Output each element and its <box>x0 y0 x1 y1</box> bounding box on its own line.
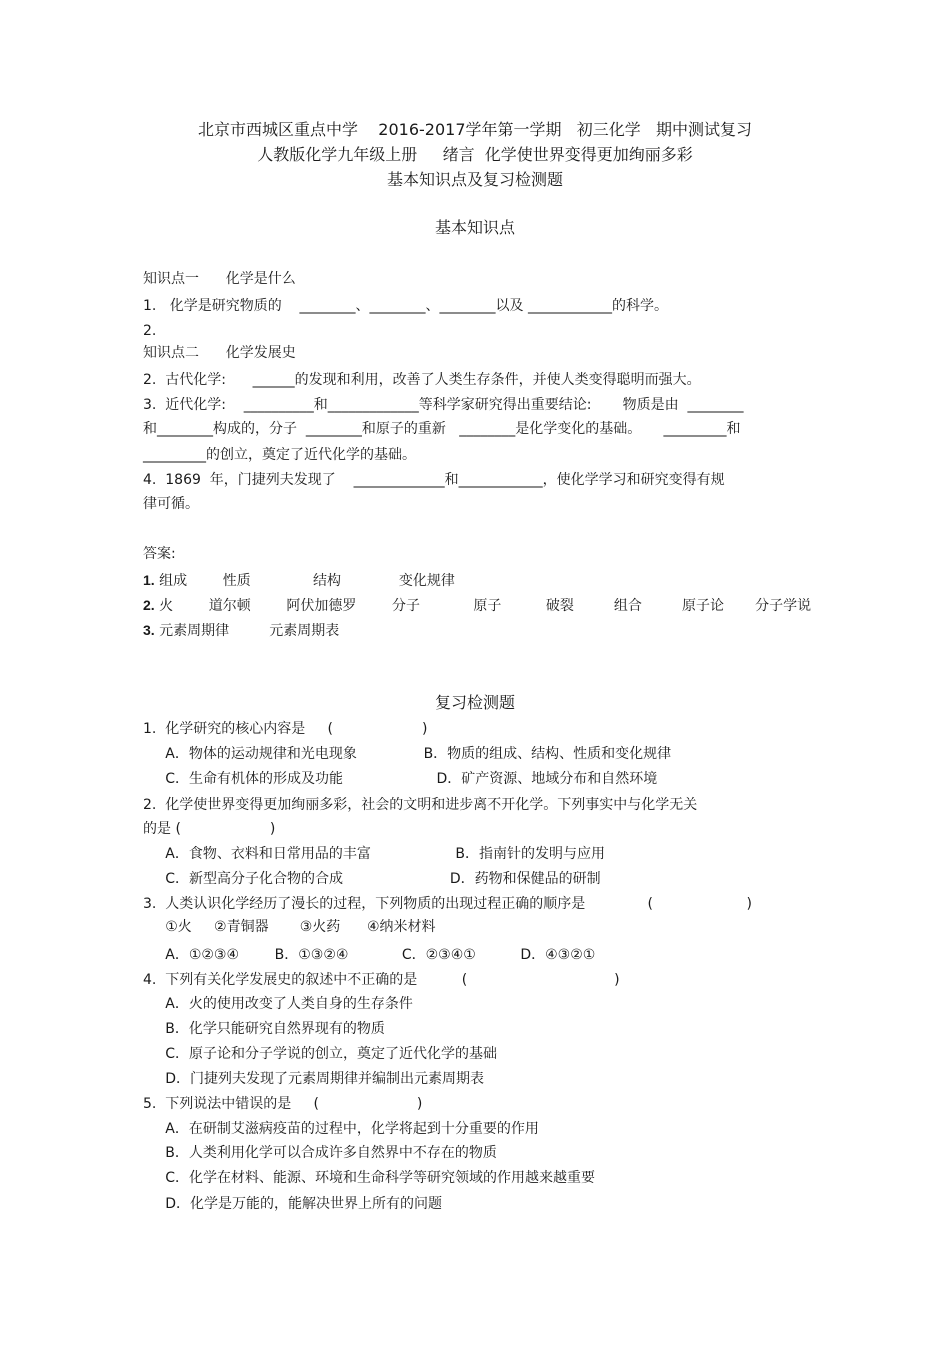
review-question-5-option-d: D．化学是万能的，能解决世界上所有的问题 <box>143 1196 443 1212</box>
answer-1-text: 组成 性质 结构 变化规律 <box>154 573 455 589</box>
review-question-2-options-cd: C．新型高分子化合物的合成 D．药物和保健品的研制 <box>143 871 601 887</box>
answer-1 <box>143 571 455 590</box>
review-question-2-line-2: 的是 ( ) <box>143 821 276 837</box>
title-line-3: 基本知识点及复习检测题 <box>386 170 563 189</box>
review-question-1: 1. 化学研究的核心内容是 ( ) <box>143 721 428 737</box>
answer-3-text: 元素周期律 元素周期表 <box>154 623 340 639</box>
answer-1-number: 1. <box>143 572 155 588</box>
knowledge-point-2-title: 知识点二 化学发展史 <box>143 345 296 361</box>
review-question-1-options-ab: A．物体的运动规律和光电现象 B．物质的组成、结构、性质和变化规律 <box>143 746 672 762</box>
review-question-4-option-b: B．化学只能研究自然界现有的物质 <box>143 1021 385 1037</box>
review-question-2-line-1: 2. 化学使世界变得更加绚丽多彩，社会的文明和进步离不开化学。下列事实中与化学无关 <box>143 797 698 813</box>
knowledge-point-1-question-1: 1. 化学是研究物质的 ________、________、________以及 ____________的科学。 <box>143 298 668 314</box>
answer-2-number: 2. <box>143 597 155 613</box>
knowledge-point-2-question-3-line-2: 和________构成的，分子 ________和原子的重新 ________是化学变化的基础。 _________和 <box>143 421 741 437</box>
answer-2-text: 火 道尔顿 阿伏加德罗 分子 原子 破裂 组合 原子论 分子学说 <box>154 598 812 614</box>
knowledge-point-2-question-2: 2. 古代化学: ______的发现和利用，改善了人类生存条件，并使人类变得聪明而强大。 <box>143 372 701 388</box>
review-question-5: 5. 下列说法中错误的是 ( ) <box>143 1096 423 1112</box>
knowledge-point-1-question-2: 2. <box>143 323 157 339</box>
review-heading: 复习检测题 <box>434 693 515 712</box>
review-question-4-option-a: A．火的使用改变了人类自身的生存条件 <box>143 996 413 1012</box>
title-line-2: 人教版化学九年级上册 绪言 化学使世界变得更加绚丽多彩 <box>257 145 693 164</box>
answers-label: 答案: <box>143 546 176 562</box>
review-question-3: 3. 人类认识化学经历了漫长的过程，下列物质的出现过程正确的顺序是 ( ) <box>143 896 752 912</box>
knowledge-point-2-question-3-line-3: _________的创立，奠定了近代化学的基础。 <box>143 447 416 463</box>
answer-3-number: 3. <box>143 622 155 638</box>
knowledge-point-1-title: 知识点一 化学是什么 <box>143 271 296 287</box>
knowledge-point-2-question-3-line-1: 3. 近代化学: __________和_____________等科学家研究得出重要结论: 物质是由 ________ <box>143 397 744 413</box>
review-question-5-option-c: C．化学在材料、能源、环境和生命科学等研究领域的作用越来越重要 <box>143 1170 596 1186</box>
answer-3 <box>143 621 339 640</box>
knowledge-point-2-question-4-line-2: 律可循。 <box>143 496 199 512</box>
review-question-1-options-cd: C．生命有机体的形成及功能 D．矿产资源、地域分布和自然环境 <box>143 771 658 787</box>
knowledge-point-2-question-4-line-1: 4. 1869 年，门捷列夫发现了 _____________和____________，使化学学习和研究变得有规 <box>143 472 725 488</box>
review-question-2-options-ab: A．食物、衣料和日常用品的丰富 B．指南针的发明与应用 <box>143 846 605 862</box>
review-question-4: 4. 下列有关化学发展史的叙述中不正确的是 ( ) <box>143 972 620 988</box>
review-question-4-option-d: D．门捷列夫发现了元素周期律并编制出元素周期表 <box>143 1071 485 1087</box>
review-question-4-option-c: C．原子论和分子学说的创立，奠定了近代化学的基础 <box>143 1046 498 1062</box>
review-question-3-items: ①火 ②青铜器 ③火药 ④纳米材料 <box>143 919 436 935</box>
answer-2 <box>143 596 811 615</box>
knowledge-heading: 基本知识点 <box>434 218 515 237</box>
review-question-5-option-b: B．人类利用化学可以合成许多自然界中不存在的物质 <box>143 1145 497 1161</box>
title-line-1: 北京市西城区重点中学 2016-2017学年第一学期 初三化学 期中测试复习 <box>197 120 753 139</box>
review-question-5-option-a: A．在研制艾滋病疫苗的过程中，化学将起到十分重要的作用 <box>143 1121 539 1137</box>
review-question-3-options: A．①②③④ B．①③②④ C．②③④① D．④③②① <box>143 947 596 963</box>
